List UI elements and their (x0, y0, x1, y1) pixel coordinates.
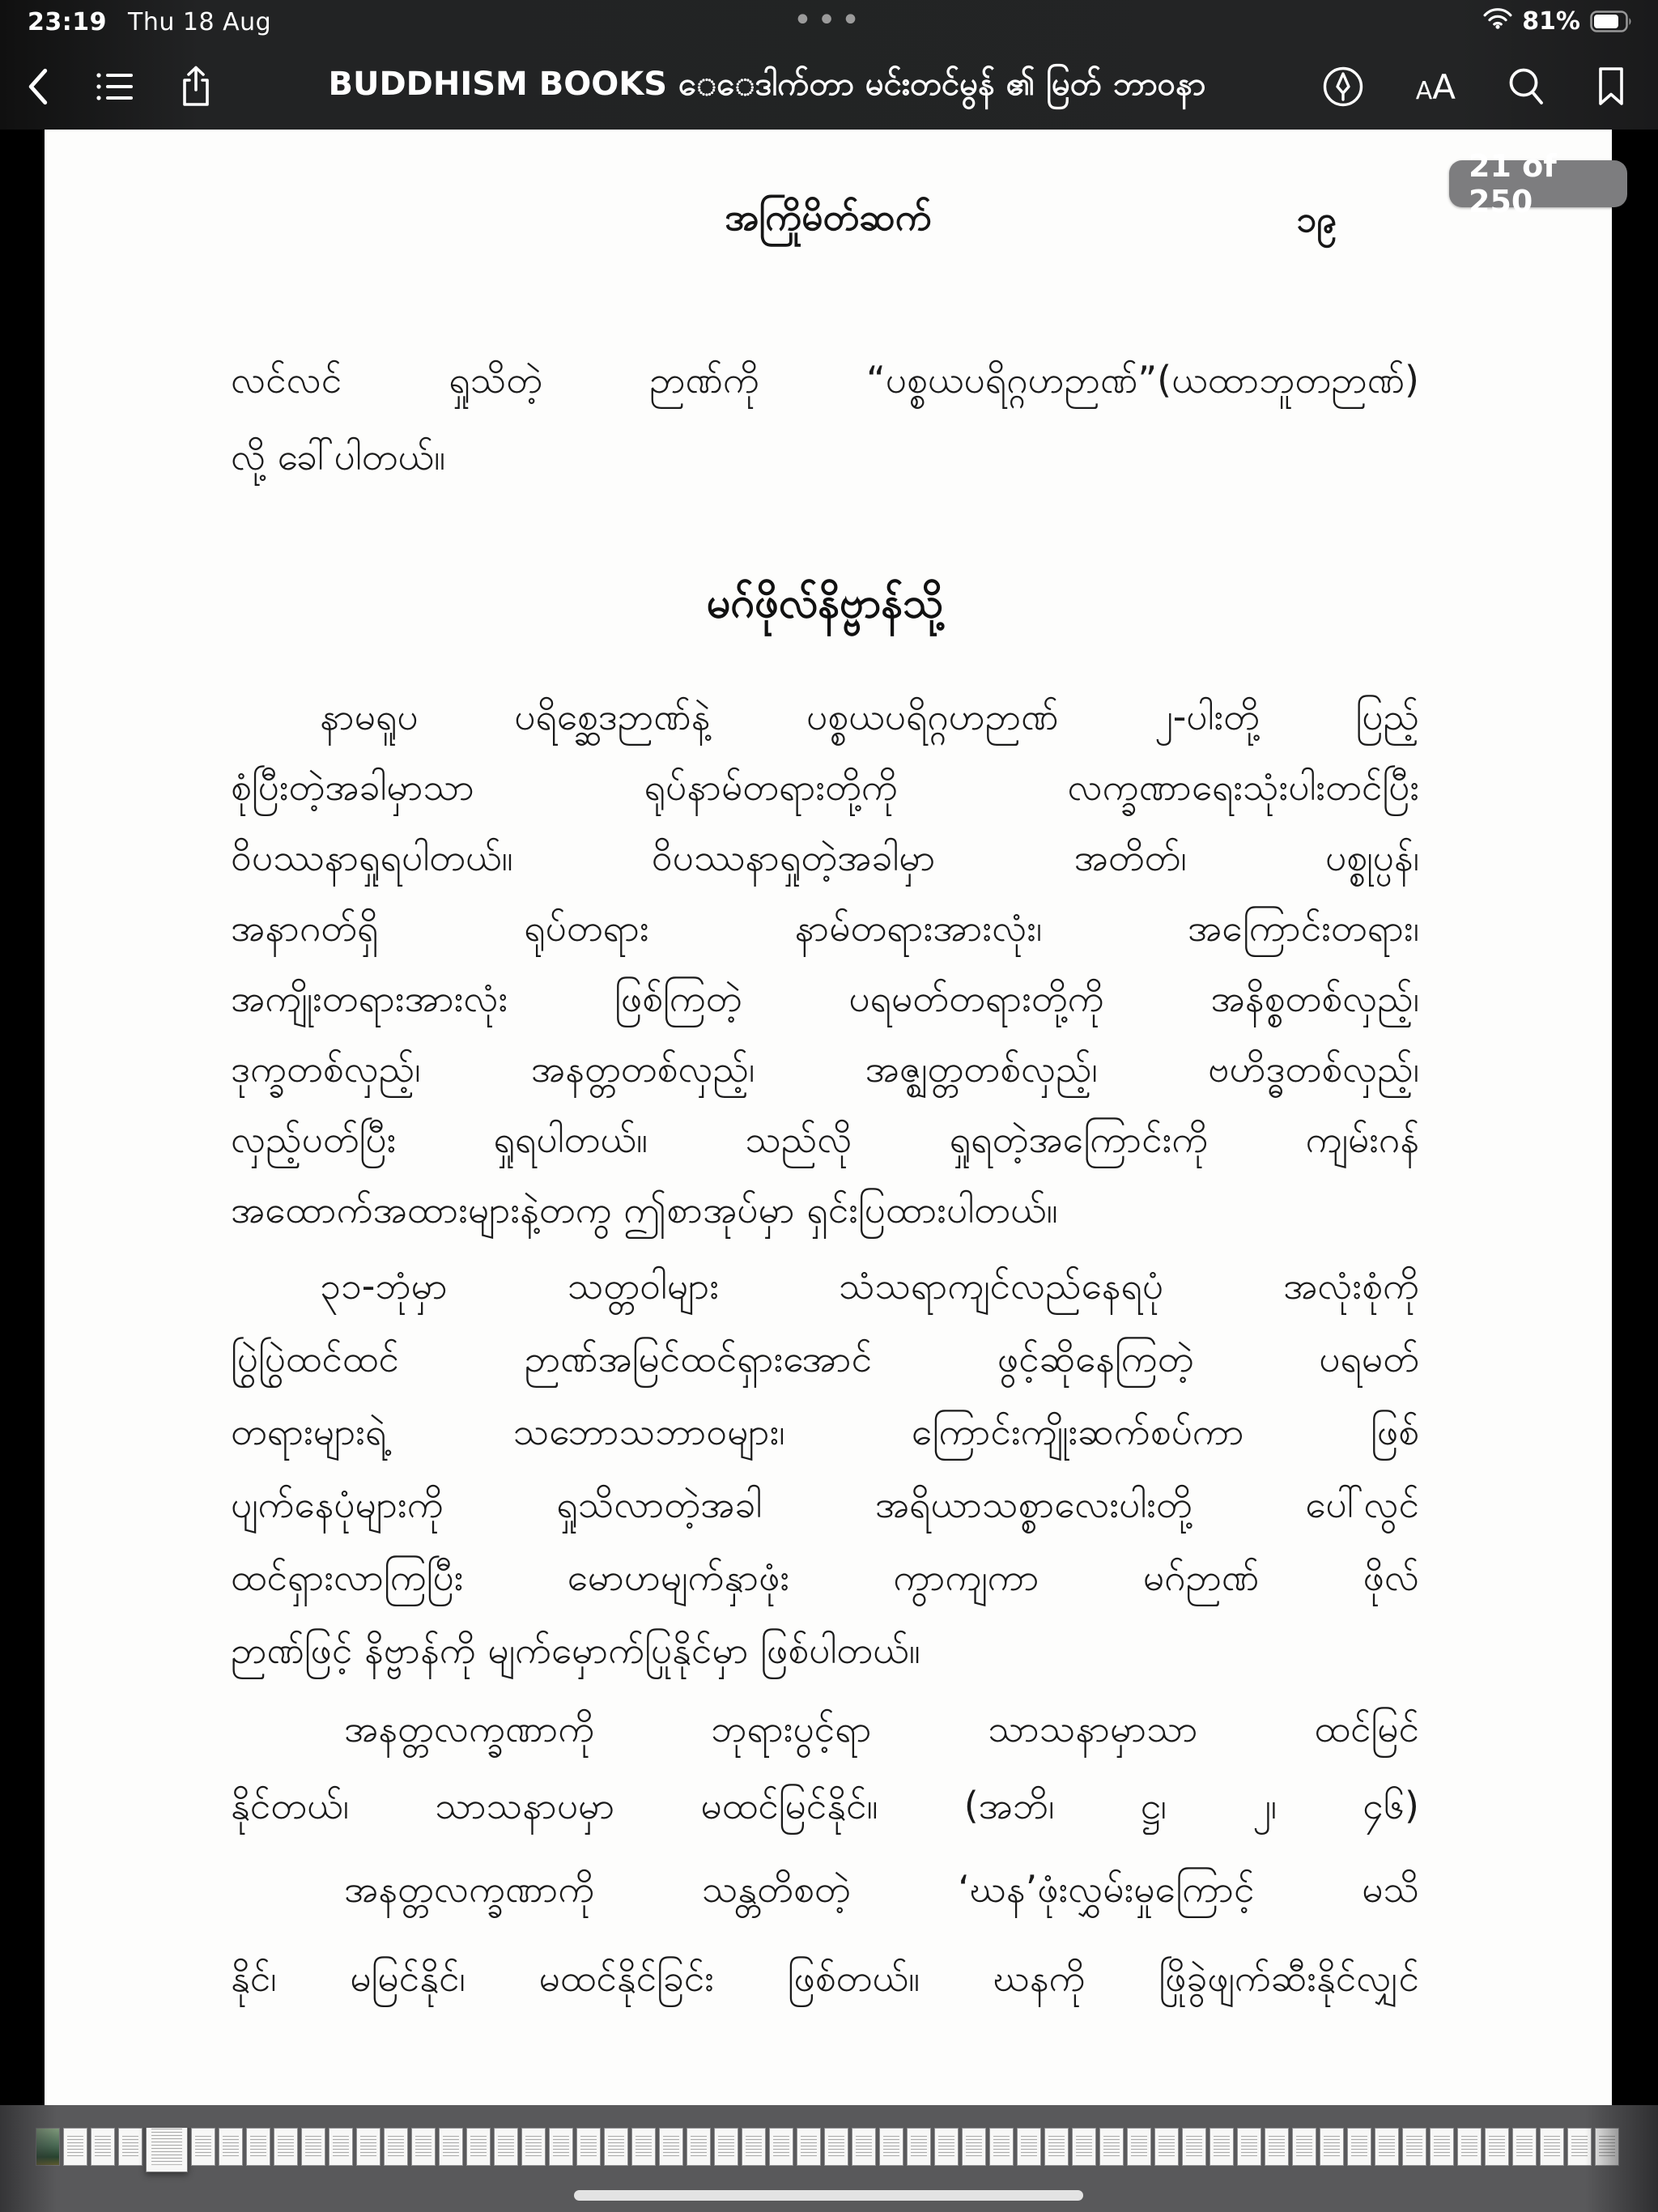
share-icon[interactable] (180, 66, 212, 108)
text-line: ပျက်နေပုံများကို ရှုသိလာတဲ့အခါ အရိယာသစ္စာလေးပါးတို့ ပေါ်လွင် (231, 1482, 1419, 1526)
page-thumbnail[interactable] (301, 2128, 325, 2166)
battery-percent: 81% (1522, 6, 1580, 36)
current-page-thumbnail[interactable] (146, 2128, 188, 2172)
thumbnail-scrubber-bar (0, 2105, 1658, 2212)
paragraph (231, 342, 1419, 496)
page-thumbnail[interactable] (1017, 2128, 1041, 2166)
page-thumbnail[interactable] (1485, 2128, 1509, 2166)
page-thumbnail[interactable] (576, 2128, 601, 2166)
page-thumbnail[interactable] (1072, 2128, 1096, 2166)
page-thumbnail[interactable] (521, 2128, 546, 2166)
page-thumbnail[interactable] (631, 2128, 656, 2166)
page-thumbnail[interactable] (604, 2128, 628, 2166)
text-line: အနတ္တလက္ခဏာကို ဘုရားပွင့်ရာ သာသနာမှာသာ ထင်မြင် (344, 1707, 1419, 1750)
text-line: အကျိုးတရားအားလုံး ဖြစ်ကြတဲ့ ပရမတ်တရားတို့ကို အနိစ္စတစ်လှည့်၊ (231, 976, 1419, 1020)
text-line: လို့ ခေါ်ပါတယ်။ (231, 435, 446, 479)
aa-large-letter: A (1432, 66, 1456, 107)
page-thumbnail[interactable] (1209, 2128, 1234, 2166)
text-line: ဒုက္ခတစ်လှည့်၊ အနတ္တတစ်လှည့်၊ အဇ္ဈတ္တတစ်လှည့်၊ ဗဟိဒ္ဓတစ်လှည့်၊ (231, 1047, 1419, 1091)
wifi-icon (1483, 6, 1512, 36)
markup-icon[interactable] (1322, 66, 1364, 108)
text-line: အနတ္တလက္ခဏာကို သန္တတိစတဲ့ ‘ဃန’ဖုံးလွှမ်းမှုကြောင့် မသိ (344, 1867, 1419, 1911)
page-thumbnail[interactable] (879, 2128, 903, 2166)
page-header (45, 194, 1612, 259)
scrubber-scrollbar[interactable] (574, 2190, 1083, 2201)
page-thumbnail[interactable] (549, 2128, 573, 2166)
page-thumbnail[interactable] (1237, 2128, 1261, 2166)
paragraph (231, 1249, 1419, 1687)
table-of-contents-icon[interactable] (96, 70, 134, 103)
page-thumbnail[interactable] (329, 2128, 353, 2166)
page-thumbnail[interactable] (852, 2128, 876, 2166)
page-thumbnail[interactable] (1182, 2128, 1206, 2166)
paragraph (231, 1691, 1419, 1844)
status-time: 23:19 (28, 8, 107, 36)
text-line: လင်လင် ရှုသိတဲ့ ဉာဏ်ကို “ပစ္စယပရိဂ္ဂဟဉာဏ်”(ယထာဘူတဉာဏ်) (231, 358, 1419, 402)
page-thumbnail[interactable] (934, 2128, 959, 2166)
text-line: ၃၁-ဘုံမှာ သတ္တဝါများ သံသရာကျင်လည်နေရပုံ အလုံးစုံကို (320, 1264, 1419, 1308)
page-position-badge: 21 of 250 (1449, 160, 1627, 207)
page-thumbnail[interactable] (659, 2128, 683, 2166)
page-number-burmese: ၁၉ (1296, 199, 1337, 240)
battery-icon (1590, 11, 1634, 32)
page-thumbnail[interactable] (1044, 2128, 1069, 2166)
page-thumbnail[interactable] (219, 2128, 243, 2166)
page-thumbnail[interactable] (246, 2128, 270, 2166)
page-thumbnail[interactable] (1512, 2128, 1537, 2166)
page-thumbnail[interactable] (1375, 2128, 1399, 2166)
back-icon[interactable] (26, 67, 50, 106)
text-line: ထင်ရှားလာကြပြီး မောဟမျက်နှာဖုံး ကွာကျကာ မဂ်ဉာဏ် ဖိုလ် (231, 1555, 1419, 1599)
page-thumbnail[interactable] (494, 2128, 518, 2166)
page-thumbnail[interactable] (1099, 2128, 1124, 2166)
book-page (45, 130, 1612, 2105)
text-line: လှည့်ပတ်ပြီး ရှုရပါတယ်။ သည်လို ရှုရတဲ့အကြောင်းကို ကျမ်းဂန် (231, 1117, 1419, 1161)
page-thumbnail[interactable] (118, 2128, 142, 2166)
text-size-control[interactable] (1416, 67, 1456, 107)
page-thumbnail[interactable] (1347, 2128, 1371, 2166)
page-thumbnail[interactable] (1127, 2128, 1151, 2166)
page-thumbnail[interactable] (742, 2128, 766, 2166)
status-date: Thu 18 Aug (128, 8, 272, 36)
page-thumbnail[interactable] (1402, 2128, 1426, 2166)
page-thumbnail[interactable] (962, 2128, 986, 2166)
page-thumbnail[interactable] (1320, 2128, 1344, 2166)
page-thumbnail[interactable] (687, 2128, 711, 2166)
nav-bar (0, 44, 1658, 130)
aa-small-letter: A (1415, 76, 1433, 105)
page-thumbnail[interactable] (274, 2128, 298, 2166)
page-thumbnail[interactable] (907, 2128, 931, 2166)
page-thumbnail[interactable] (989, 2128, 1014, 2166)
page-thumbnail[interactable] (91, 2128, 115, 2166)
page-thumbnail[interactable] (1292, 2128, 1316, 2166)
page-thumbnail[interactable] (384, 2128, 408, 2166)
text-line: အနာဂတ်ရှိ ရုပ်တရား နာမ်တရားအားလုံး၊ အကြောင်းတရား၊ (231, 906, 1419, 950)
text-line: နာမရူပ ပရိစ္ဆေဒဉာဏ်နဲ့ ပစ္စယပရိဂ္ဂဟဉာဏ် ၂-ပါးတို့ ပြည့် (320, 695, 1419, 738)
page-thumbnail[interactable] (63, 2128, 87, 2166)
paragraph (231, 682, 1419, 1245)
page-thumbnail[interactable] (1457, 2128, 1482, 2166)
page-thumbnail[interactable] (714, 2128, 738, 2166)
page-thumbnail[interactable] (411, 2128, 436, 2166)
page-thumbnail[interactable] (797, 2128, 821, 2166)
page-thumbnail[interactable] (191, 2128, 215, 2166)
page-thumbnail[interactable] (439, 2128, 463, 2166)
text-line: ဉာဏ်ဖြင့် နိဗ္ဗာန်ကို မျက်မှောက်ပြုနိုင်မှာ ဖြစ်ပါတယ်။ (231, 1628, 920, 1672)
page-thumbnail[interactable] (824, 2128, 848, 2166)
page-thumbnail[interactable] (466, 2128, 491, 2166)
text-line: တရားများရဲ့ သဘောသဘာဝများ၊ ကြောင်းကျိုးဆက်စပ်ကာ ဖြစ် (231, 1410, 1419, 1453)
top-chrome (0, 0, 1658, 130)
page-thumbnail[interactable] (1430, 2128, 1454, 2166)
page-thumbnail[interactable] (356, 2128, 380, 2166)
text-line: ပြွဲပြွဲထင်ထင် ဉာဏ်အမြင်ထင်ရှားအောင် ဖွင့်ဆိုနေကြတဲ့ ပရမတ် (231, 1337, 1419, 1380)
scrubber-left-fade (0, 2105, 57, 2212)
book-title: BUDDHISM BOOKS ေ◌ေဒါက်တာ မင်းတင်မွန် ၏ မြတ် ဘာဝနာ (328, 65, 1206, 103)
scrubber-right-fade (1585, 2105, 1658, 2212)
page-thumbnail[interactable] (1265, 2128, 1289, 2166)
page-thumbnail[interactable] (1540, 2128, 1564, 2166)
page-thumbnail[interactable] (769, 2128, 793, 2166)
search-icon[interactable] (1507, 67, 1545, 106)
text-line: နိုင်၊ မမြင်နိုင်၊ မထင်နိုင်ခြင်း ဖြစ်တယ်။ ဃနကို ဖြိုခွဲဖျက်ဆီးနိုင်လျှင် (231, 1956, 1419, 2000)
paragraph (231, 1844, 1419, 2023)
section-heading: မဂ်ဖိုလ်နိဗ္ဗာန်သို့ (706, 579, 944, 627)
text-line: အထောက်အထားများနဲ့တကွ ဤစာအုပ်မှာ ရှင်းပြထားပါတယ်။ (231, 1188, 1058, 1231)
text-line: နိုင်တယ်၊ သာသနာပမှာ မထင်မြင်နိုင်။ (အဘိ၊ ဋ္ဌ၊ ၂၊ ၄၆) (231, 1784, 1419, 1827)
multitask-dots-icon: ••• (793, 2, 865, 39)
bookmark-icon[interactable] (1596, 66, 1626, 107)
status-bar (0, 0, 1658, 44)
text-line: ဝိပဿနာရှုရပါတယ်။ ဝိပဿနာရှုတဲ့အခါမှာ အတိတ်၊ ပစ္စုပ္ပန်၊ (231, 836, 1419, 879)
running-header: အကြိုမိတ်ဆက် (725, 195, 932, 239)
text-line: စုံပြီးတဲ့အခါမှာသာ ရုပ်နာမ်တရားတို့ကို လက္ခဏာရေးသုံးပါးတင်ပြီး (231, 765, 1419, 809)
page-thumbnail[interactable] (1154, 2128, 1179, 2166)
